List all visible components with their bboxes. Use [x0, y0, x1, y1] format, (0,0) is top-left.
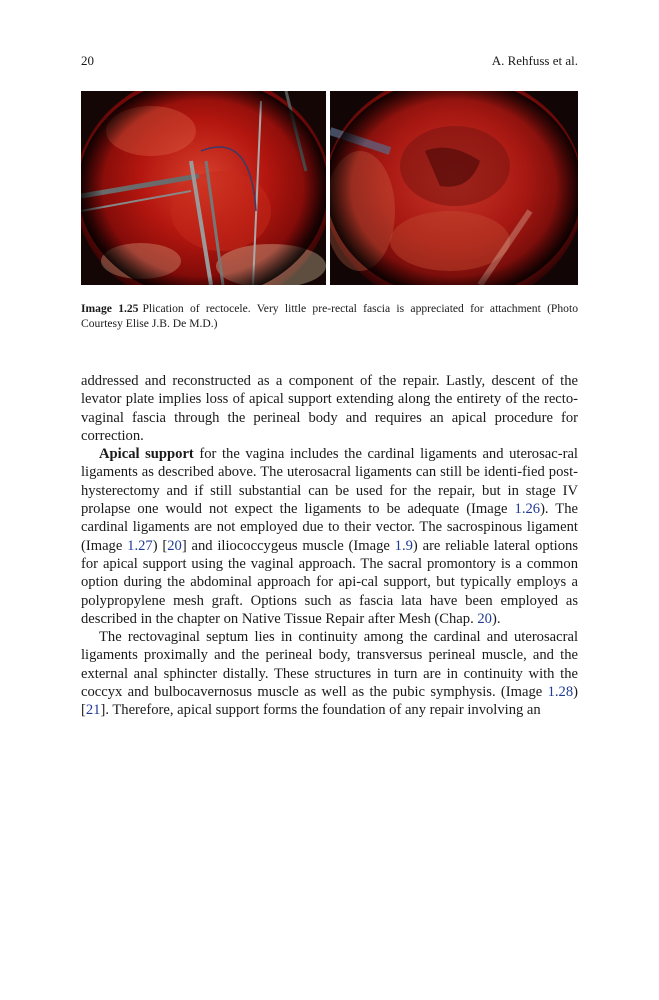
- body-text: [81, 372, 578, 720]
- image-ref-1-9[interactable]: 1.9: [394, 537, 413, 554]
- paragraph-1: addressed and reconstructed as a component of the repair. Lastly, descent of the levator plate implies loss of apical support extending along the entirety of the recto-vaginal fascia through the perineal body and requires an apical procedure for correction.: [81, 373, 578, 444]
- figure-label: Image 1.25: [81, 302, 139, 315]
- citation-ref-20[interactable]: 20: [167, 537, 182, 554]
- citation-ref-21[interactable]: 21: [85, 702, 101, 719]
- text-run: ] and iliococcygeus muscle (Image: [181, 537, 395, 554]
- text-run: The rectovaginal septum lies in continuity among the cardinal and uterosacral ligaments proximally and the perineal body, transversus perineal muscle, and the external anal sphincter distally. These structures in turn are in continuity with the coccyx and bulbocavernosus muscle as well as the pubic symphysis. (Image: [81, 629, 578, 701]
- image-ref-1-27[interactable]: 1.27: [127, 537, 153, 554]
- text-run: for the vagina includes the cardinal ligaments and uterosac-ral ligaments as described above. The uterosacral ligaments can still be identi-fied post-hysterectomy and if still substantial can be used for the repair, but in stage IV prolapse one would not expect the ligaments to be adequate (Image: [81, 446, 578, 518]
- run-in-heading: Apical support: [99, 446, 194, 463]
- text-run: ) are reliable lateral options for apical support using the vaginal approach. The sacral promontory is a common option during the abdominal approach for api-cal support, but typically employs a polypropylene mesh graft. Options such as fascia lata have been employed as described in the chapter on Native Tissue Repair after Mesh (Chap.: [81, 537, 578, 627]
- text-run: ]. Therefore, apical support forms the foundation of any repair involving an: [100, 702, 541, 719]
- surgical-photo-left: [81, 91, 326, 285]
- figure: [81, 91, 578, 285]
- text-run: ) [: [81, 684, 578, 719]
- image-ref-1-28[interactable]: 1.28: [547, 684, 574, 701]
- page-number: 20: [81, 53, 94, 68]
- surgical-photo-right: [330, 91, 578, 285]
- figure-caption: [81, 301, 578, 331]
- text-run: ) [: [152, 537, 168, 554]
- chapter-ref-20[interactable]: 20: [477, 610, 492, 627]
- text-run: ).: [491, 610, 501, 627]
- paragraph-2: [81, 445, 578, 628]
- image-ref-1-26[interactable]: 1.26: [514, 501, 541, 518]
- text-run: ). The cardinal ligaments are not employed due to their vector. The sacrospinous ligament (Image: [81, 501, 578, 554]
- running-head: A. Rehfuss et al.: [491, 53, 578, 68]
- caption-text: Plication of rectocele. Very little pre-rectal fascia is appreciated for attachment (Photo Courtesy Elise J.B. De M.D.): [81, 302, 578, 330]
- paragraph-3: [81, 628, 578, 719]
